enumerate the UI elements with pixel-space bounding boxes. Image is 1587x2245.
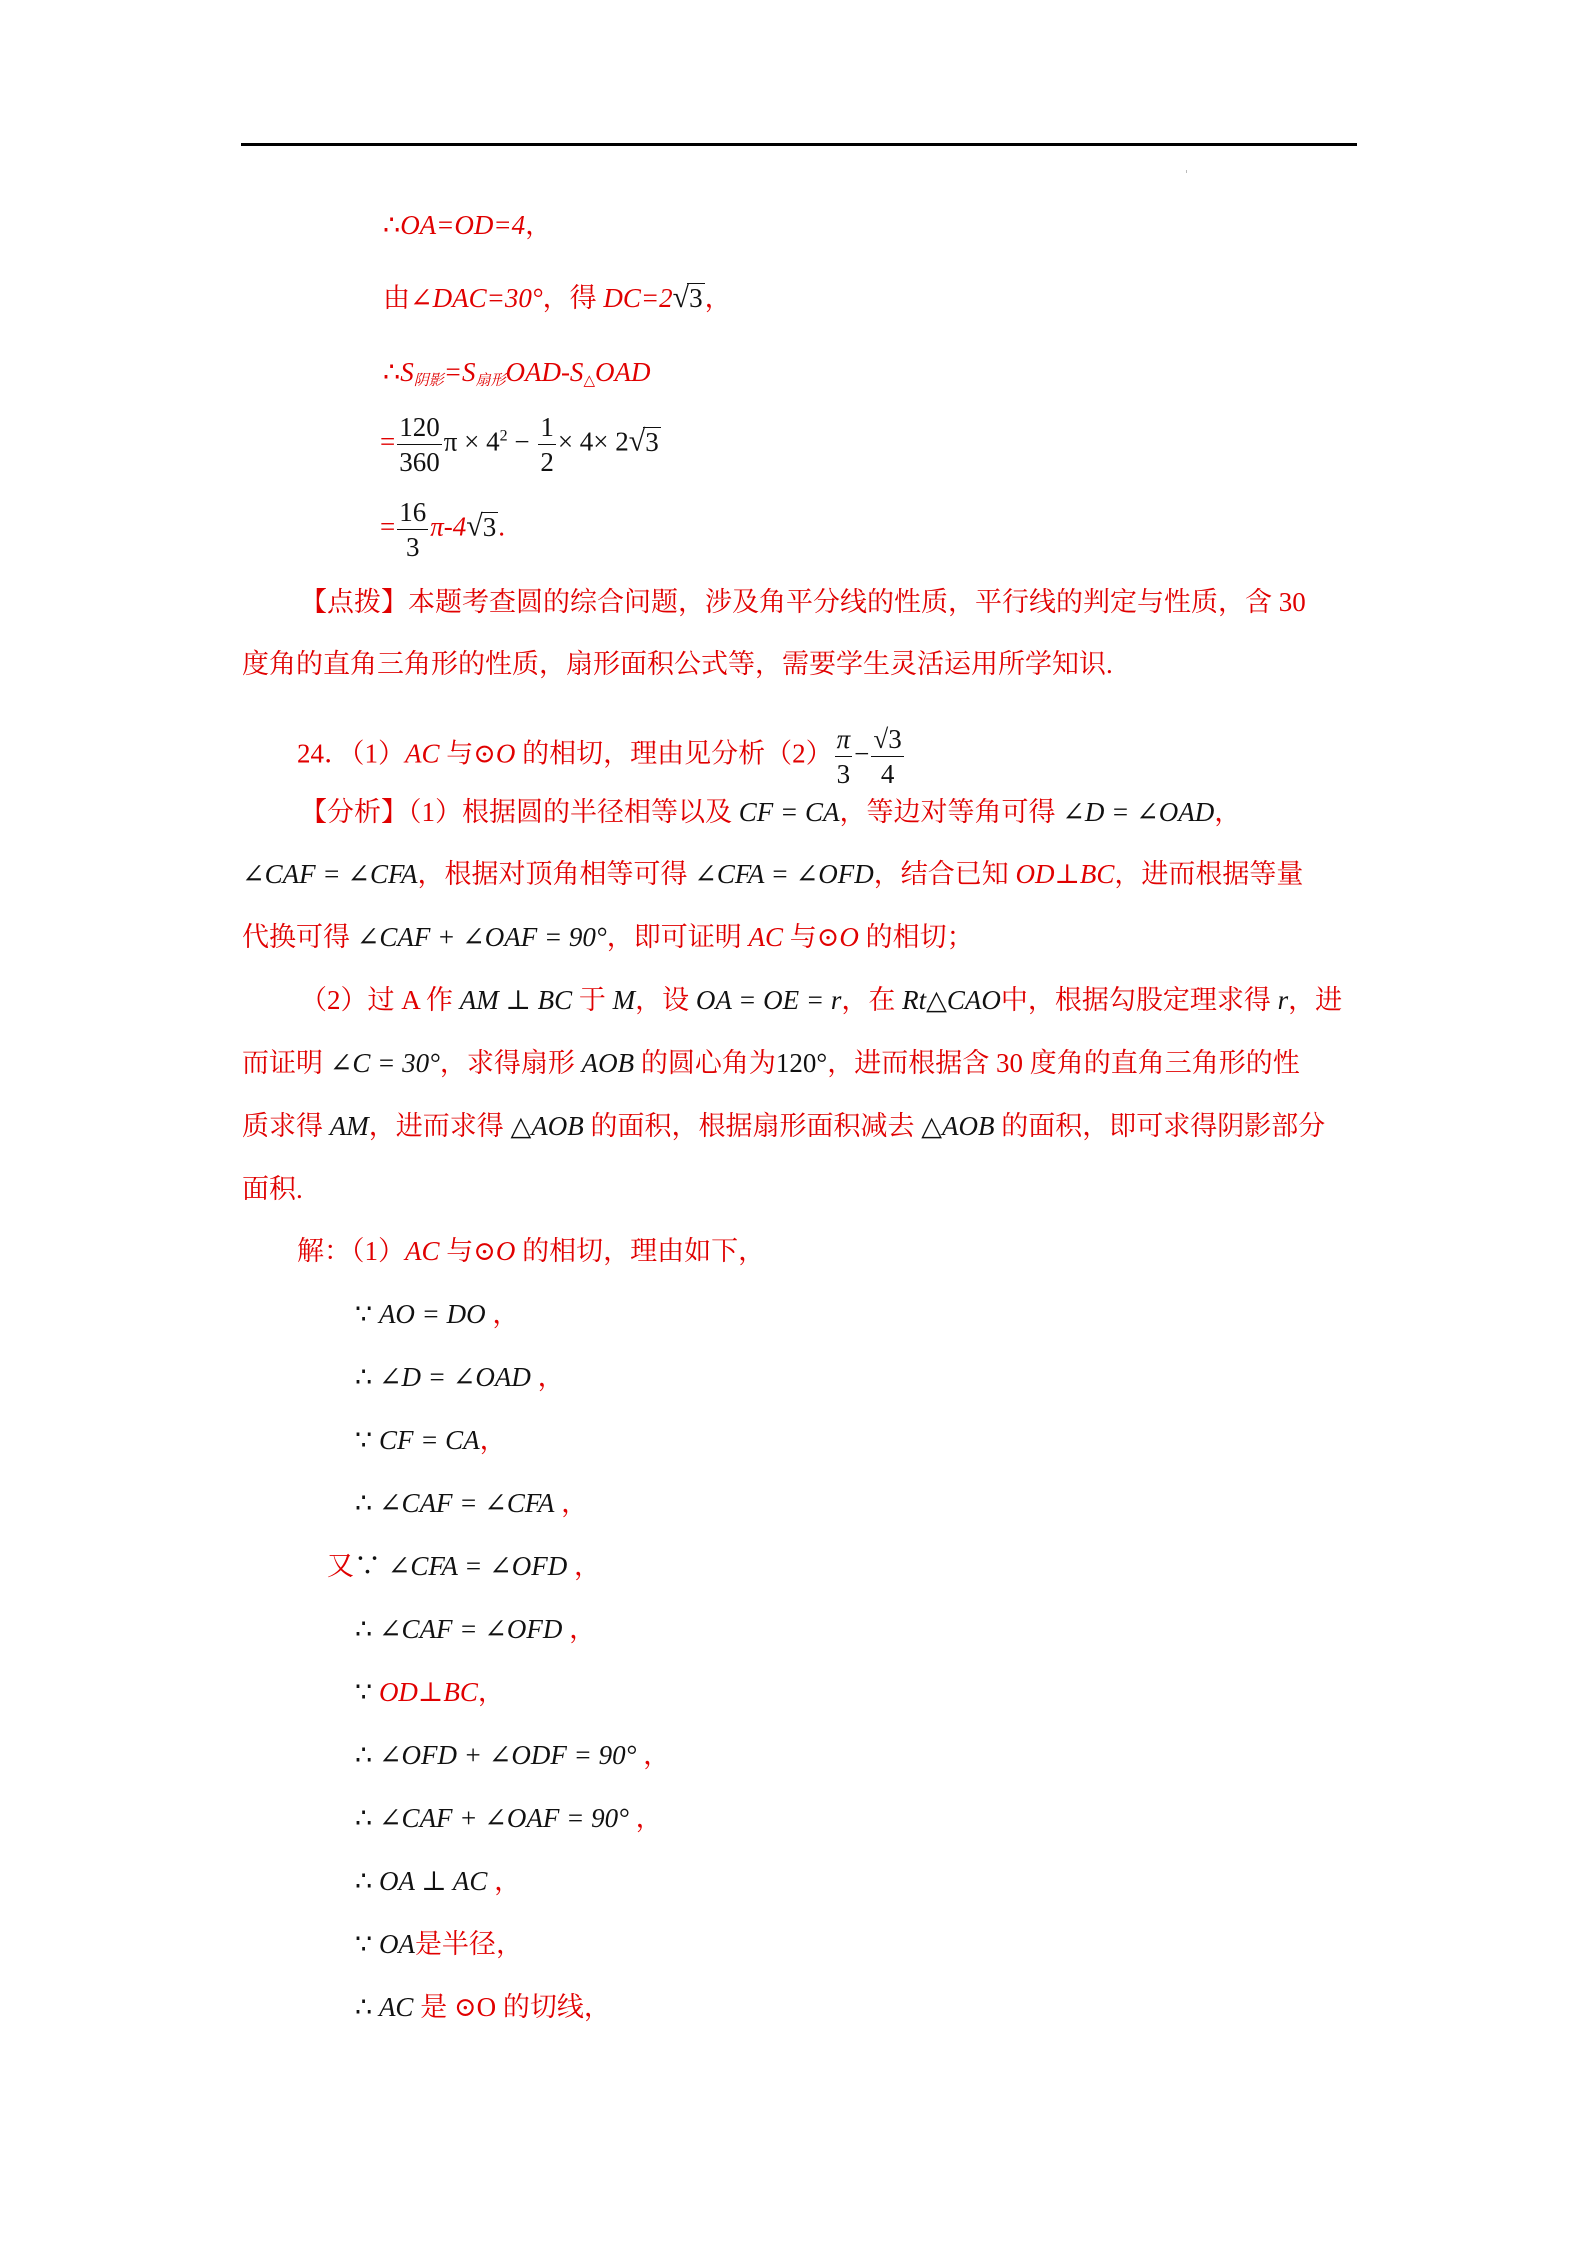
step-math: ∠CAF + ∠OAF = 90° (378, 1803, 629, 1833)
prev-line-5: = $\frac{16}{3}$ π-4√3. (380, 497, 505, 562)
analysis-p2-line2: 而证明 ∠C = 30°，求得扇形 AOB 的圆心角为120°，进而根据含 30 度角的直角三角形的性 (242, 1048, 1300, 1078)
logic-symbol: ∴ (355, 1803, 379, 1833)
question-number: 24． (297, 738, 351, 769)
tip-label: 【点拨】 (300, 587, 408, 617)
prev-line-4: = $\frac{120}{360}$ $\pi \times 4^2$ − $\frac{1}{2}$ × 4× 2√3 (380, 412, 659, 477)
logic-symbol: ∵ (355, 1929, 379, 1959)
logic-symbol: ∴ (355, 1740, 379, 1770)
fraction-16-3: $\frac{16}{3}$ (399, 497, 427, 562)
logic-symbol: ∴ (355, 1488, 379, 1518)
step-punct: ， (487, 1866, 522, 1896)
stray-mark (1186, 170, 1187, 173)
prev-line-2: 由∠DAC=30°，得 DC=2√3， (383, 281, 732, 314)
step-punct: ， (477, 1677, 505, 1707)
step-punct: ， (554, 1488, 589, 1518)
solution-step (355, 1359, 565, 1395)
analysis-p1-line2: ∠CAF = ∠CFA，根据对顶角相等可得 ∠CFA = ∠OFD，结合已知 OD⊥BC，进而根据等量 (242, 859, 1304, 889)
analysis-p2-line1: （2）过 A 作 AM ⊥ BC 于 M，设 OA = OE = r，在 Rt△CAO中，根据勾股定理求得 r，进 (300, 985, 1343, 1015)
logic-symbol: ∵ (355, 1425, 379, 1455)
solution-step (355, 1674, 505, 1710)
step-punct: ， (485, 1299, 520, 1329)
solution-step (327, 1548, 601, 1584)
q24-answer: 24．（1）AC 与⊙O 的相切，理由见分析（2） $\frac{\pi}{3}$ − $\frac{√3}{4}$ (297, 724, 902, 789)
analysis-p1-line1: 【分析】（1）根据圆的半径相等以及 CF = CA，等边对等角可得 ∠D = ∠OAD， (300, 797, 1242, 827)
step-punct: ， (479, 1425, 507, 1455)
prev-line-3: $\therefore S_{阴影}=S_{扇形}OAD-S_\triangle OAD$ (383, 357, 651, 389)
fraction-120-360: $\frac{120}{360}$ (399, 412, 440, 477)
logic-symbol: ∴ (355, 1866, 379, 1896)
logic-symbol: ∵ (354, 1551, 388, 1581)
fraction-sqrt3-4: $\frac{√3}{4}$ (873, 724, 902, 789)
prev-line-1: ∴OA=OD=4， (383, 210, 553, 240)
step-math: CF = CA (378, 1425, 480, 1455)
step-math: ∠CAF = ∠OFD (378, 1614, 563, 1644)
logic-symbol: ∴ (355, 1362, 379, 1392)
solution-step (355, 1989, 611, 2025)
step-punct: ， (628, 1803, 663, 1833)
logic-symbol: ∵ (355, 1299, 379, 1329)
analysis-p2-line4: 面积. (242, 1174, 303, 1204)
logic-symbol: ∴ (355, 1992, 379, 2022)
solution-header: 解：（1）AC 与⊙O 的相切，理由如下， (297, 1236, 766, 1266)
analysis-label: 【分析】 (300, 797, 408, 827)
tip-line-2: 度角的直角三角形的性质，扇形面积公式等，需要学生灵活运用所学知识. (242, 649, 1113, 679)
step-punct: ， (495, 1929, 523, 1959)
step-math: AC (378, 1992, 414, 2022)
solution-step (355, 1422, 507, 1458)
solution-step (355, 1737, 670, 1773)
step-math: OA ⊥ AC (378, 1866, 488, 1896)
step-punct: ， (562, 1614, 597, 1644)
step-punct: ， (530, 1362, 565, 1392)
step-math-red: OD⊥BC (378, 1677, 478, 1707)
step-text: 是 ⊙O 的切线 (413, 1992, 584, 2022)
solution-step (355, 1485, 588, 1521)
step-math: ∠CFA = ∠OFD (387, 1551, 568, 1581)
step-punct: ， (583, 1992, 611, 2022)
step-punct: ， (567, 1551, 601, 1581)
fraction-1-2: $\frac{1}{2}$ (540, 412, 554, 477)
analysis-p1-line3: 代换可得 ∠CAF + ∠OAF = 90°，即可证明 AC 与⊙O 的相切； (242, 922, 974, 952)
header-rule (241, 143, 1357, 146)
solution-step (355, 1863, 521, 1899)
tip-line-1: 【点拨】本题考查圆的综合问题，涉及角平分线的性质，平行线的判定与性质，含 30 (300, 587, 1306, 617)
logic-symbol: ∴ (355, 1614, 379, 1644)
step-math: ∠CAF = ∠CFA (378, 1488, 555, 1518)
solution-step (355, 1611, 596, 1647)
step-math: ∠D = ∠OAD (378, 1362, 531, 1392)
step-text: 是半径 (414, 1929, 496, 1959)
analysis-p2-line3: 质求得 AM，进而求得 △AOB 的面积，根据扇形面积减去 △AOB 的面积，即可求得阴影部分 (242, 1111, 1326, 1141)
step-prefix: 又 (327, 1551, 354, 1581)
step-punct: ， (636, 1740, 671, 1770)
solution-step (355, 1296, 519, 1332)
fraction-pi-3: $\frac{\pi}{3}$ (836, 724, 851, 789)
solution-step (355, 1800, 663, 1836)
step-math: AO = DO (378, 1299, 486, 1329)
solution-step (355, 1926, 523, 1962)
step-math: OA (378, 1929, 415, 1959)
step-math: ∠OFD + ∠ODF = 90° (378, 1740, 637, 1770)
logic-symbol: ∵ (355, 1677, 379, 1707)
